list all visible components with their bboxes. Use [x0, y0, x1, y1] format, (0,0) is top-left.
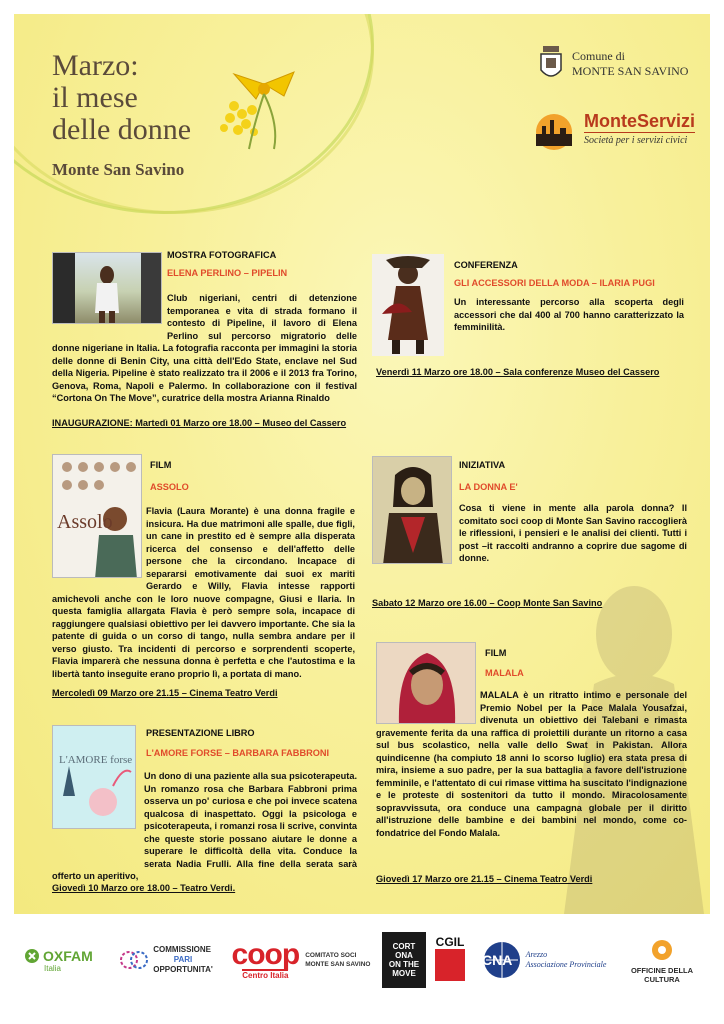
libro-date: Giovedì 10 Marzo ore 18.00 – Teatro Verdi. — [52, 883, 236, 893]
cgil-logo — [432, 928, 468, 988]
coop-logo — [226, 930, 376, 990]
cortona-line3: ON THE — [388, 960, 420, 969]
event-title — [52, 50, 191, 180]
assolo-title: ASSOLO — [150, 482, 189, 492]
title-line-3: delle donne — [52, 113, 192, 146]
commissione-line3: OPPORTUNITA' — [153, 965, 213, 974]
cna-sub-line1: Arezzo — [525, 950, 548, 959]
coat-of-arms-icon — [538, 44, 564, 84]
conferenza-photo — [372, 254, 444, 356]
mostra-category: MOSTRA FOTOGRAFICA — [167, 250, 277, 260]
libro-cover-title: L'AMORE forse — [59, 754, 133, 766]
cgil-red-block — [435, 949, 465, 981]
conferenza-date: Venerdì 11 Marzo ore 18.00 – Sala conferenze Museo del Cassero — [376, 367, 660, 377]
title-line-1: Marzo: — [52, 49, 139, 82]
libro-float-spacer — [52, 770, 144, 858]
comune-label: Comune di — [572, 49, 625, 63]
oxfam-name: OXFAM — [43, 947, 93, 964]
malala-description: MALALA è un ritratto intimo e personale del Premio Nobel per la Pace Malala Yousafzai, divenuta un obiettivo dei Talebani e rimasta gravemente ferita da una raffica di proiettili durante un ritorno a casa sul bus scolastico, nella valle dello Swat in Pakistan. Allora quindicenne (ha compiuto 18 anni lo scorso luglio) era stata presa di mira, insieme a suo padre, per la sua battaglia a favore dell'istruzione femminile, e l'attentato di cui rimase vittima ha suscitato l'indignazione e le proteste di sostenitori da tutto il mondo. Miracolosamente sopravvissuta, ora conduce una campagna globale per il diritto all'istruzione delle bambine e dei bambini nel mondo, come co-fondatrice del Fondo Malala. — [376, 690, 687, 838]
pari-opportunita-icon — [119, 945, 149, 975]
portrait-painting-icon — [373, 457, 452, 564]
iniziativa-title: LA DONNA E' — [459, 482, 518, 492]
comune-name: MONTE SAN SAVINO — [572, 64, 689, 78]
monteservizi-tagline: Società per i servizi civici — [584, 132, 695, 146]
libro-category: PRESENTAZIONE LIBRO — [146, 728, 255, 738]
cortona-on-the-move-logo — [382, 932, 426, 988]
monteservizi-name: MonteServizi — [584, 110, 696, 131]
malala-title: MALALA — [485, 668, 524, 678]
officine-della-cultura-logo — [616, 930, 708, 990]
oxfam-icon — [24, 948, 40, 964]
coop-soci-line2: MONTE SAN SAVINO — [305, 961, 371, 968]
mimosa-bouquet-icon — [194, 44, 304, 154]
libro-description: Un dono di una paziente alla sua psicoterapeuta. Un romanzo rosa che Barbara Fabbroni prima osserva un po' curiosa e che poi invece scatena qualcosa di inaspettato. Oggi la psicologa e psicoterapeuta, i romanzi rosa li scrive, convinta che queste storie possano aiutare le donne a superare le difficoltà della vita. Conduce la serata Nadia Frulli. Alla fine della serata sarà offerto un aperitivo, — [52, 771, 357, 881]
mostra-body — [52, 292, 357, 405]
iniziativa-date: Sabato 12 Marzo ore 16.00 – Coop Monte San Savino — [372, 598, 603, 608]
cna-sub-line2: Associazione Provinciale — [525, 960, 607, 969]
mostra-description: Club nigeriani, centri di detenzione temporanea e vita di strada formano il contesto di Pipeline, il lavoro di Elena Perlino sul percorso migratorio delle donne nigeriane in Italia. La fotografia racconta per immagini la storia delle donne di Benin City, una città dell'Edo State, enclave nel Sud della Nigeria. Pipeline è stato realizzato tra il 2006 e il 2013 fra Torino, Genova, Roma, Napoli e Palermo. In collaborazione con il festival “Cortona On The Move”, curatrice della mostra Arianna Rinaldo — [52, 293, 357, 403]
commissione-pari-opportunita-logo — [112, 930, 220, 990]
comune-logo — [538, 44, 688, 84]
libro-title: L'AMORE FORSE – BARBARA FABBRONI — [146, 748, 330, 758]
cortona-line2: ONA — [395, 951, 413, 960]
officine-name: OFFICINE DELLA CULTURA — [630, 966, 694, 984]
cna-logo — [474, 930, 614, 990]
town-subtitle: Monte San Savino — [52, 160, 185, 179]
assolo-float-spacer — [52, 505, 146, 584]
assolo-poster-title: Assolo — [57, 511, 113, 533]
conferenza-category: CONFERENZA — [454, 260, 518, 270]
malala-date: Giovedì 17 Marzo ore 21.15 – Cinema Teatro Verdi — [376, 874, 593, 884]
cgil-name: CGIL — [435, 935, 465, 949]
conferenza-body: Un interessante percorso alla scoperta degli accessori che dal 400 al 700 hanno caratterizzato la femminilità. — [454, 297, 684, 332]
cortona-line4: MOVE — [392, 969, 416, 978]
commissione-line1: COMMISSIONE — [153, 945, 212, 954]
title-line-2: il mese — [52, 81, 138, 114]
malala-float-spacer — [376, 689, 480, 725]
assolo-description: Flavia (Laura Morante) è una donna fragile e insicura. Ha due matrimoni alle spalle, due figli, un cane in prestito ed è sempre alla disperata ricerca del consenso e dell'affetto delle persone che la circondano. Incapace di separarsi emotivamente dai suoi ex mariti Gerardo e Willy, Flavia intesse rapporti amichevoli anche con le loro nuove compagne, Giusi e Ilaria. In questa famiglia allargata Flavia è però sempre sola, incapace di raggiungere qualsiasi obiettivo per lei davvero importante. Che sia la patente di guida o un corso di tango, nulla sembra andare per il verso giusto. Tra incidenti di percorso e sorprendenti scoperte, Flavia imparerà che nessuna donna è perfetta e che l'autostima e la libertà tanto inseguite erano proprio lì, a portata di mano. — [52, 506, 355, 679]
fan-accessory-icon — [372, 254, 444, 356]
malala-category: FILM — [485, 648, 507, 658]
assolo-date: Mercoledì 09 Marzo ore 21.15 – Cinema Teatro Verdi — [52, 688, 278, 698]
libro-body — [52, 770, 357, 883]
assolo-category: FILM — [150, 460, 172, 470]
iniziativa-body: Cosa ti viene in mente alla parola donna? Il comitato soci coop di Monte San Savino raccoglierà le riflessioni, i pensieri e le analisi dei clienti. Tutti i post –it raccolti andranno a coprire due sagome di donne. — [459, 503, 687, 563]
monteservizi-logo — [532, 106, 695, 150]
conferenza-title: GLI ACCESSORI DELLA MODA – ILARIA PUGI — [454, 278, 655, 288]
oxfam-sub: Italia — [44, 963, 61, 973]
coop-soci-line1: COMITATO SOCI — [305, 952, 357, 959]
mostra-float-spacer — [52, 292, 167, 338]
malala-body — [376, 689, 687, 839]
iniziativa-category: INIZIATIVA — [459, 460, 506, 470]
town-silhouette-icon — [532, 106, 576, 150]
coop-name: coop — [231, 937, 300, 971]
coop-sub: Centro Italia — [242, 970, 289, 980]
oxfam-logo — [24, 930, 104, 990]
assolo-body — [52, 505, 355, 680]
iniziativa-painting — [372, 456, 452, 564]
mostra-date: INAUGURAZIONE: Martedì 01 Marzo ore 18.00 – Museo del Cassero — [52, 418, 347, 428]
commissione-line2: PARI — [173, 955, 193, 964]
cortona-line1: CORT — [392, 942, 416, 951]
officine-gear-icon — [648, 936, 676, 964]
cna-name: CNA — [482, 952, 513, 968]
mostra-title: ELENA PERLINO – PIPELIN — [167, 268, 288, 278]
